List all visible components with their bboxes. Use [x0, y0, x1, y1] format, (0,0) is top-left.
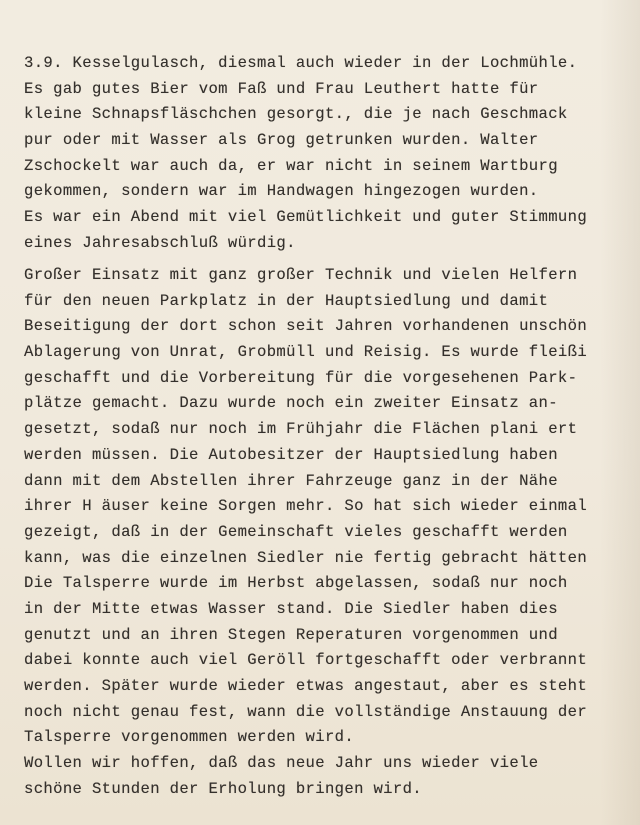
text-line: dann mit dem Abstellen ihrer Fahrzeuge ganz in der Nähe: [24, 471, 558, 490]
text-line: geschafft und die Vorbereitung für die vorgesehenen Park-: [24, 368, 578, 387]
text-line: noch nicht genau fest, wann die vollständige Anstauung der: [24, 702, 588, 721]
text-line: kleine Schnapsfläschchen gesorgt., die je nach Geschmack: [24, 105, 568, 124]
text-line: plätze gemacht. Dazu wurde noch ein zweiter Einsatz an-: [24, 394, 558, 413]
text-line: Zschockelt war auch da, er war nicht in seinem Wartburg: [24, 156, 558, 175]
text-line: pur oder mit Wasser als Grog getrunken wurden. Walter: [24, 131, 539, 150]
text-line: dabei konnte auch viel Geröll fortgeschafft oder verbrannt: [24, 651, 588, 670]
text-line: Beseitigung der dort schon seit Jahren vorhandenen unschön: [24, 317, 588, 336]
text-line: ihrer H äuser keine Sorgen mehr. So hat sich wieder einmal: [24, 497, 588, 516]
text-line: kann, was die einzelnen Siedler nie fertig gebracht hätten: [24, 548, 588, 567]
text-line: werden müssen. Die Autobesitzer der Hauptsiedlung haben: [24, 445, 558, 464]
text-line: schöne Stunden der Erholung bringen wird.: [24, 779, 423, 798]
paragraph-kesselgulasch: [24, 51, 587, 257]
text-line: Großer Einsatz mit ganz großer Technik und vielen Helfern: [24, 266, 578, 284]
text-line: gesetzt, sodaß nur noch im Frühjahr die Flächen plani ert: [24, 420, 578, 439]
text-line: gekommen, sondern war im Handwagen hingezogen wurden.: [24, 182, 539, 201]
text-line: Wollen wir hoffen, daß das neue Jahr uns wieder viele: [24, 754, 539, 773]
text-line: Es gab gutes Bier vom Faß und Frau Leuthert hatte für: [24, 79, 539, 98]
text-line: Talsperre vorgenommen werden wird.: [24, 728, 355, 747]
text-line: Ablagerung von Unrat, Grobmüll und Reisig. Es wurde fleißi: [24, 343, 588, 362]
text-line: gezeigt, daß in der Gemeinschaft vieles geschafft werden: [24, 522, 568, 541]
text-line: in der Mitte etwas Wasser stand. Die Siedler haben dies: [24, 599, 558, 618]
paragraph-parkplatz-einsatz: [24, 263, 587, 802]
text-line: werden. Später wurde wieder etwas angestaut, aber es steht: [24, 677, 588, 695]
text-line: 3.9. Kesselgulasch, diesmal auch wieder in der Lochmühle.: [24, 54, 578, 72]
text-line: eines Jahresabschluß würdig.: [24, 233, 296, 252]
text-line: genutzt und an ihren Stegen Reperaturen vorgenommen und: [24, 625, 558, 644]
text-line: Es war ein Abend mit viel Gemütlichkeit und guter Stimmung: [24, 208, 588, 227]
text-line: für den neuen Parkplatz in der Hauptsiedlung und damit: [24, 291, 549, 310]
text-line: Die Talsperre wurde im Herbst abgelassen, sodaß nur noch: [24, 574, 568, 593]
